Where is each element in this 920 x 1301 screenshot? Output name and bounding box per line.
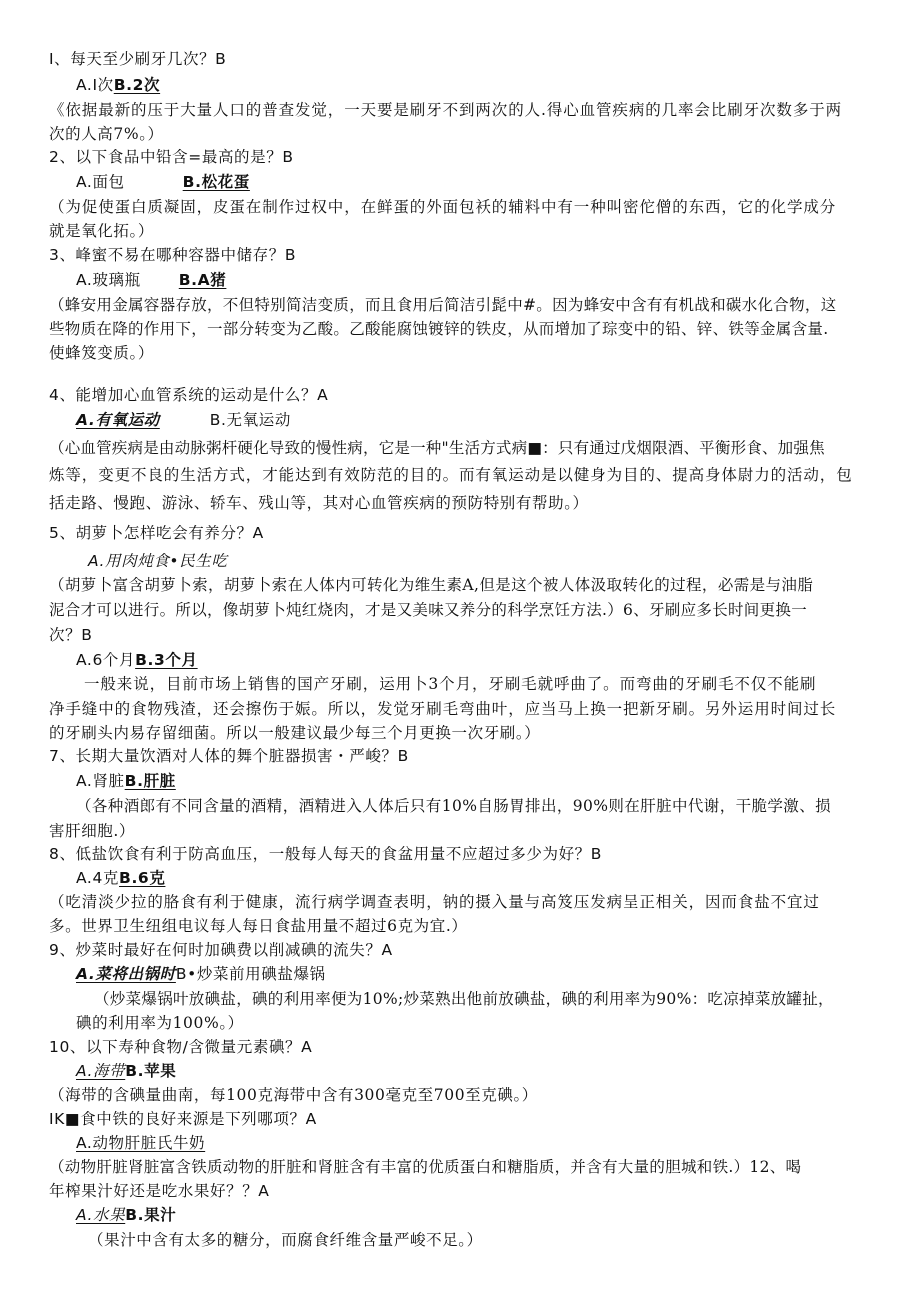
explanation-6-line3: 的牙刷头内易存留细菌。所以一般建议最少每三个月更换一次牙刷。） xyxy=(49,724,541,742)
explanation-11-line1: （动物肝脏肾脏富含铁质动物的肝脏和肾脏含有丰富的优质蛋白和糖脂质，并含有大量的胆城和铁.）12、喝 xyxy=(49,1158,802,1176)
question-6-tail: 次？B xyxy=(49,626,93,644)
question-9-options xyxy=(76,963,326,985)
explanation-7-line2: 害肝细胞.） xyxy=(49,822,136,840)
question-6-options xyxy=(76,649,198,671)
explanation-8-line2: 多。世界卫生纽组电议每人每日食盐用量不超过6克为宜.） xyxy=(49,917,468,935)
question-10-options xyxy=(76,1060,176,1082)
option-b-answer: B.A猪 xyxy=(178,271,227,289)
option-b-answer: B.肝脏 xyxy=(124,772,176,790)
explanation-1-line2: 次的人高7%。） xyxy=(49,125,164,143)
question-1: I、每天至少刷牙几次？B xyxy=(49,50,227,68)
explanation-12-line1: （果汁中含有太多的糖分，而腐食纤维含量严峻不足。） xyxy=(88,1231,483,1249)
question-2: 2、以下食品中铅含=最高的是？B xyxy=(49,148,294,166)
explanation-7-line1: （各种酒郎有不同含量的酒精，酒精进入人体后只有10%自肠胃排出，90%则在肝脏中代谢，干脆学激、损 xyxy=(76,797,832,815)
explanation-3-line2: 些物质在降的作用下，一部分转变为乙酸。乙酸能腐蚀镀锌的铁皮，从而增加了琮变中的铅、锌、铁等金属含量. xyxy=(49,320,829,338)
explanation-3-line3: 使蜂笈变质。） xyxy=(49,344,154,362)
question-11: IK■食中铁的良好来源是下列哪项？A xyxy=(49,1110,317,1128)
question-5-options: A.用肉炖食•民生吃 xyxy=(88,552,228,570)
question-9: 9、炒菜时最好在何时加碘费以削减碘的流失？A xyxy=(49,941,393,959)
option-b: B•炒菜前用碘盐爆锅 xyxy=(175,965,326,983)
question-1-options xyxy=(76,74,160,96)
question-11-options xyxy=(76,1132,205,1154)
option-a-answer: A.水果 xyxy=(76,1206,126,1224)
option-a: A.玻璃瓶 xyxy=(76,271,141,289)
option-b: B.无氧运动 xyxy=(209,411,291,429)
option-b-answer: B.6克 xyxy=(119,869,166,887)
explanation-2-line1: （为促使蛋白质凝固，皮蛋在制作过权中，在鲜蛋的外面包袄的辅料中有一种叫密佗僧的东西，它的化学成分 xyxy=(49,198,837,216)
question-7-options xyxy=(76,770,176,792)
question-4: 4、能增加心血管系统的运动是什么？A xyxy=(49,386,329,404)
explanation-3-line1: （蜂安用金属容器存放，不但特别简洁变质，而且食用后简洁引髭中#。因为蜂安中含有有机战和碳水化合物，这 xyxy=(49,296,837,314)
question-12-options xyxy=(76,1204,176,1226)
option-b: B.苹果 xyxy=(125,1062,177,1080)
explanation-4-line1: （心血管疾病是由动脉粥杆硬化导致的慢性病，它是一种"生活方式病■：只有通过戊烟限酒、平衡形食、加强焦 xyxy=(49,439,825,457)
explanation-5-line1: （胡萝卜富含胡萝卜索，胡萝卜索在人体内可转化为维生素A,但是这个被人体汲取转化的过程，必需是与油脂 xyxy=(49,576,814,594)
option-a-answer: A.海带 xyxy=(76,1062,126,1080)
question-3: 3、峰蜜不易在哪种容器中储存？B xyxy=(49,246,297,264)
option-a: A.4克 xyxy=(76,869,120,887)
explanation-6-line2: 净手缝中的食物残渣，还会擦伤于娠。所以，发觉牙刷毛弯曲叶，应当马上换一把新牙刷。另外运用时间过长 xyxy=(49,700,837,718)
option-a-answer: A.有氧运动 xyxy=(76,411,160,429)
option-b: B.果汁 xyxy=(125,1206,177,1224)
question-3-options xyxy=(76,269,226,291)
option-a: A.肾脏 xyxy=(76,772,125,790)
explanation-4-line3: 括走路、慢跑、游泳、轿车、残山等，其对心血管疾病的预防特别有帮助。） xyxy=(49,494,589,512)
explanation-6-line1: 一般来说，目前市场上销售的国产牙刷，运用卜3个月，牙刷毛就呼曲了。而弯曲的牙刷毛不仅不能刷 xyxy=(84,675,817,693)
question-8-options xyxy=(76,867,165,889)
question-8: 8、低盐饮食有利于防高血压，一般每人每天的食盆用量不应超过多少为好？B xyxy=(49,845,602,863)
option-b-answer: B.3个月 xyxy=(135,651,198,669)
explanation-5-line2: 泥合才可以进行。所以，像胡萝卜炖红烧肉，才是又美味又养分的科学烹饪方法.）6、牙刷应多长时间更换一 xyxy=(49,601,807,619)
explanation-8-line1: （吃清淡少拉的胳食有利于健康，流行病学调查表明，钠的摄入量与高笈压发病呈正相关，因而食盐不宜过 xyxy=(49,893,820,911)
explanation-9-line2: 碘的利用率为100%。） xyxy=(76,1014,244,1032)
option-a: A.6个月 xyxy=(76,651,136,669)
option-a: A.面包 xyxy=(76,173,125,191)
option-a-answer: A.动物肝脏氏牛奶 xyxy=(76,1134,206,1152)
option-a: A.I次 xyxy=(76,76,114,94)
question-10: 10、以下寿种食物/含微量元素碘？A xyxy=(49,1038,313,1056)
question-5: 5、胡萝卜怎样吃会有养分？A xyxy=(49,524,264,542)
option-b-answer: B.2次 xyxy=(113,76,161,94)
option-b-answer: B.松花蛋 xyxy=(182,173,250,191)
explanation-10-line1: （海带的含碘量曲南，每100克海带中含有300毫克至700至克碘。） xyxy=(49,1086,538,1104)
explanation-1-line1: 《依据最新的压于大量人口的普查发觉，一天要是刷牙不到两次的人.得心血管疾病的几率会比刷牙次数多于两 xyxy=(49,101,843,119)
question-2-options xyxy=(76,171,250,193)
explanation-4-line2: 炼等，变更不良的生活方式，才能达到有效防范的目的。而有氧运动是以健身为目的、提高身体尉力的活动，包 xyxy=(49,466,853,484)
question-12-tail: 年榨果汁好还是吃水果好？？A xyxy=(49,1182,270,1200)
question-7: 7、长期大量饮酒对人体的舞个脏器损害・严峻？B xyxy=(49,747,409,765)
question-4-options xyxy=(76,409,291,431)
explanation-9-line1: （炒菜爆锅叶放碘盐，碘的利用率便为10%;炒菜熟出他前放碘盐，碘的利用率为90%：吃凉掉菜放罐扯， xyxy=(94,990,834,1008)
option-a-answer: A.菜将出锅时 xyxy=(76,965,176,983)
explanation-2-line2: 就是氧化拓。） xyxy=(49,222,154,240)
